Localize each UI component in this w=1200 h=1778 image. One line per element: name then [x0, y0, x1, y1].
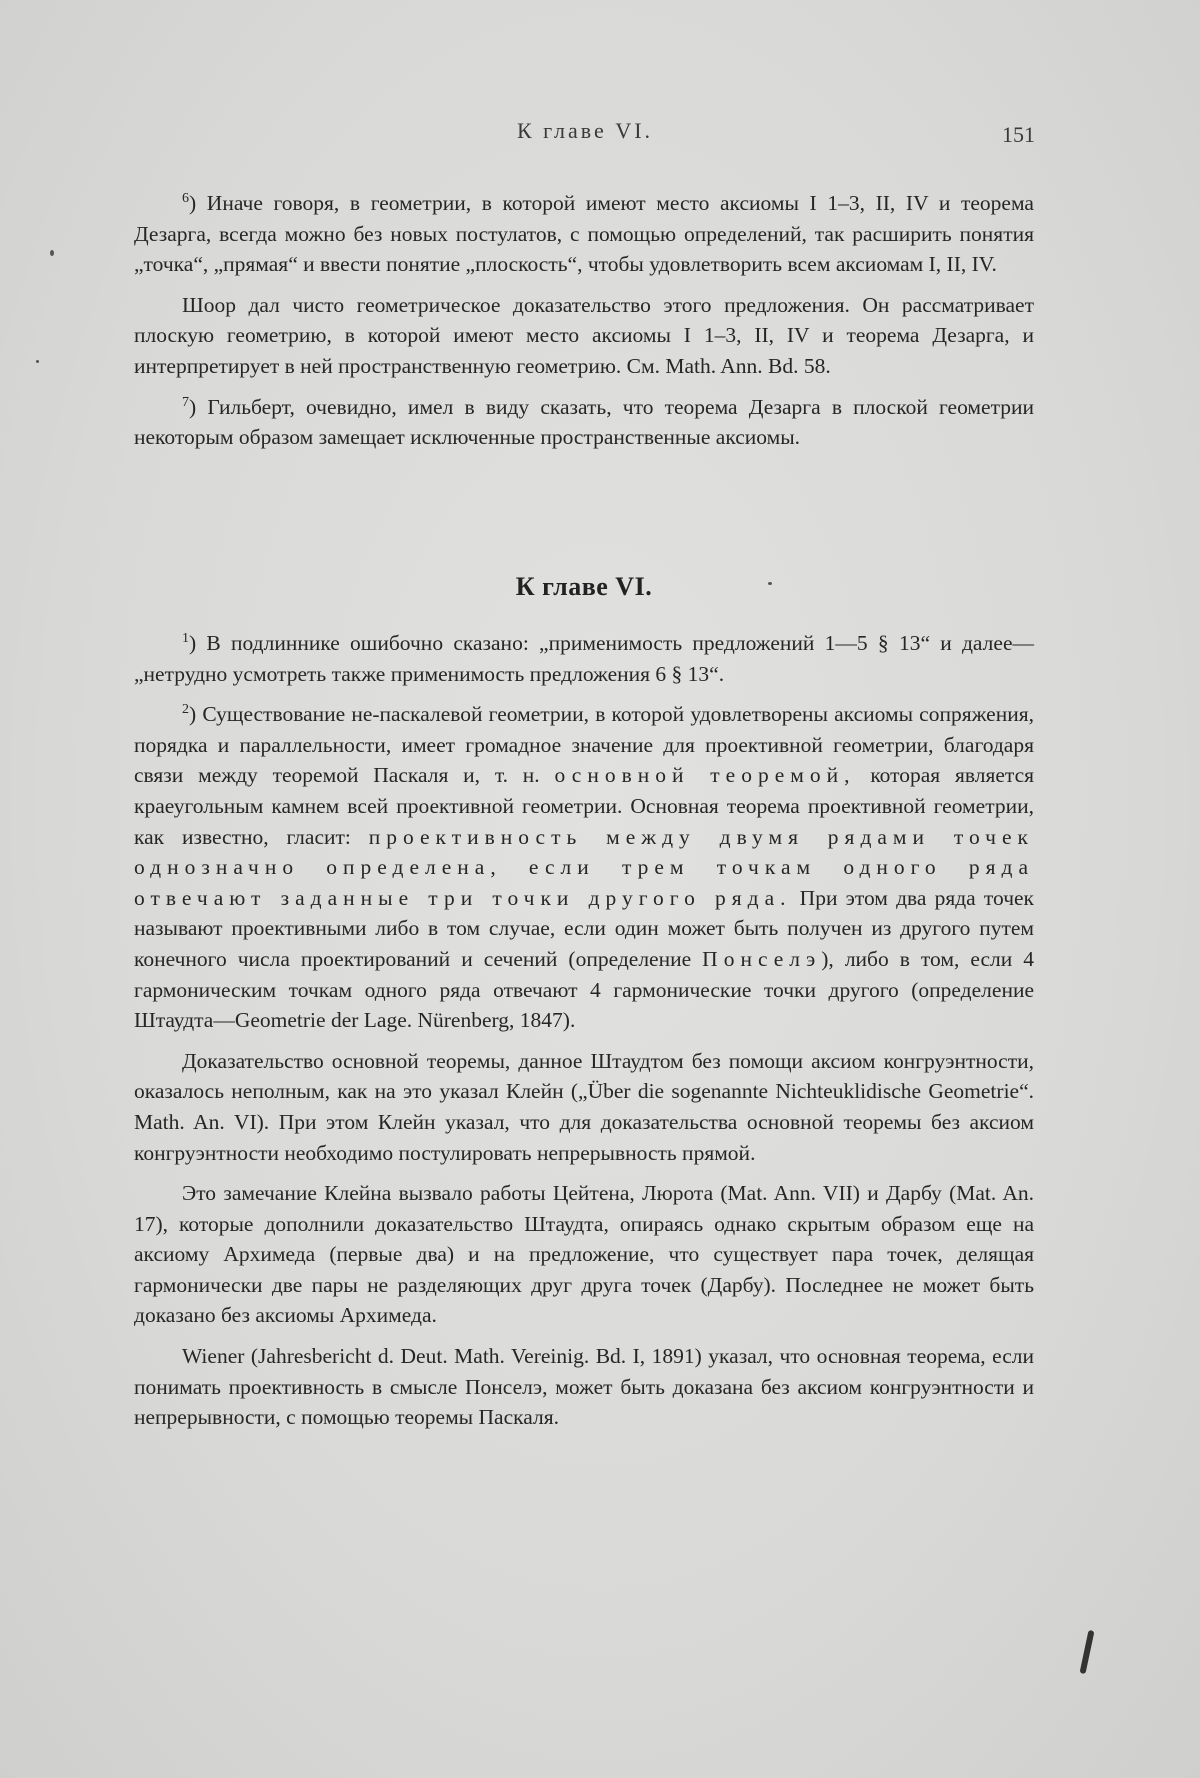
scan-speck — [36, 360, 39, 363]
scan-speck — [768, 582, 772, 585]
note-7: $^7$) Гильберт, очевидно, имел в виду сказать, что теорема Дезарга в плоской геометрии некоторым образом замещает исключенные пространственные аксиомы. — [134, 394, 1034, 450]
note-2: $^2$) Существование не-паскалевой геометрии, в которой удовлетворены аксиомы сопряжения, порядка и параллельности, имеет громадное значение для проективной геометрии, благодаря связи между теоремой Паскаля и, т. н. основной теоремой, которая является краеугольным камнем всей проективной геометрии. Основная теорема проективной геометрии, как известно, гласит: проективность между двумя рядами точек однозначно определена, если трем точкам одного ряда отвечают заданные три точки другого ряда. При этом два ряда точек называют проективными либо в том случае, если один может быть получен из другого путем конечного числа проектирований и сечений (определение Понселэ), либо в том, если 4 гармоническим точкам одного ряда отвечают 4 гармонические точки другого (определение Штаудта—Geometrie der Lage. Nürenberg, 1847). — [134, 702, 1035, 1033]
note-text: Иначе говоря, в геометрии, в которой имеют место аксиомы I 1–3, II, IV и теорема Дезарга, всегда можно без новых постулатов, с помощью определений, так расширить понятия „точка“, „прямая“ и ввести понятие „плоскость“, чтобы удовлетворить всем аксиомам I, II, IV. — [134, 191, 1034, 277]
note-text: которая является краеугольным камнем всей проективной геометрии. Основная теорема проективной геометрии, как известно, гласит: — [134, 763, 1035, 849]
note-text: Существование не-паскалевой геометрии, в которой удовлетворены аксиомы сопряжения, порядка и параллельности, имеет громадное значение для проективной геометрии, благодаря связи между теоремой Паскаля и, т. н. — [134, 702, 1034, 788]
note-text: В подлиннике ошибочно сказано: „применимость предложений 1—5 § 13“ и далее—„нетрудно усмотреть также применимость предложения 6 § 13“. — [134, 631, 1034, 686]
footnote-marker: 6 — [182, 190, 189, 206]
footnote-marker: 1 — [182, 630, 189, 646]
note-1: $^1$) В подлиннике ошибочно сказано: „применимость предложений 1—5 § 13“ и далее—„нетрудно усмотреть также применимость предложения 6 § 13“. — [134, 630, 1034, 686]
paragraph-4: Это замечание Клейна вызвало работы Цейтена, Люрота (Mat. Ann. VII) и Дарбу (Mat. An. 17), которые дополнили доказательство Штаудта, опираясь однако скрытым образом еще на аксиому Архимеда (первые два) и на предложение, что существует пара точек, делящая гармонически две пары не разделяющих друг друга точек (Дарбу). Последнее не может быть доказано без аксиомы Архимеда. — [134, 1181, 1034, 1328]
note-6-continuation — [134, 290, 1034, 382]
page-number: 151 — [1002, 122, 1035, 147]
paragraph-3: Доказательство основной теоремы, данное Штаудтом без помощи аксиом конгруэнтности, оказалось неполным, как на это указал Клейн („Über die sogenannte Nichteuklidische Geometrie“. Math. An. VI). При этом Клейн указал, что для доказательства основной теоремы без аксиом конгруэнтности необходимо постулировать непрерывность прямой. — [134, 1048, 1034, 1165]
note-text: ), либо в том, если 4 гармоническим точкам одного ряда отвечают 4 гармонические точки другого (определение Штаудта—Geometrie der Lage. Nürenberg, 1847). — [134, 946, 1034, 1033]
spaced-emphasis: основной теоремой, — [554, 763, 856, 788]
spaced-emphasis: Понселэ — [702, 946, 822, 971]
paragraph-5: Wiener (Jahresbericht d. Deut. Math. Vereinig. Bd. I, 1891) указал, что основная теорема, если понимать проективность в смысле Понселэ, может быть доказана без аксиом конгруэнтности и непрерывности, с помощью теоремы Паскаля. — [134, 1344, 1034, 1430]
running-title: К главе VI. — [516, 118, 654, 143]
note-text: При этом два ряда точек называют проективными либо в том случае, если один может быть получен из другого путем конечного числа проектирований и сечений (определение — [134, 885, 1034, 971]
note-text: Шоор дал чисто геометрическое доказательство этого предложения. Он рассматривает плоскую геометрию, в которой имеют место аксиомы I 1–3, II, IV и теорема Дезарга, и интерпретирует в ней пространственную геометрию. См. Math. Ann. Bd. 58. — [134, 292, 1034, 378]
running-head — [135, 118, 1035, 152]
note-6: $^6$) Иначе говоря, в геометрии, в которой имеют место аксиомы I 1–3, II, IV и теорема Дезарга, всегда можно без новых постулатов, с помощью определений, так расширить понятия „точка“, „прямая“ и ввести понятие „плоскость“, чтобы удовлетворить всем аксиомам I, II, IV. — [134, 190, 1034, 277]
scan-speck — [50, 250, 54, 256]
footnote-marker: 7 — [182, 394, 189, 410]
pen-mark — [1079, 1630, 1094, 1674]
spaced-emphasis: проективность между двумя рядами точек однозначно определена, если трем точкам одного ряда отвечают заданные три точки другого ряда. — [134, 824, 1034, 910]
notes-top — [134, 188, 1034, 463]
notes-bottom — [134, 628, 1034, 1443]
note-text: Гильберт, очевидно, имел в виду сказать, что теорема Дезарга в плоской геометрии некоторым образом замещает исключенные пространственные аксиомы. — [134, 394, 1034, 450]
footnote-marker: 2 — [182, 702, 189, 718]
section-heading: К главе VI. — [515, 572, 653, 601]
